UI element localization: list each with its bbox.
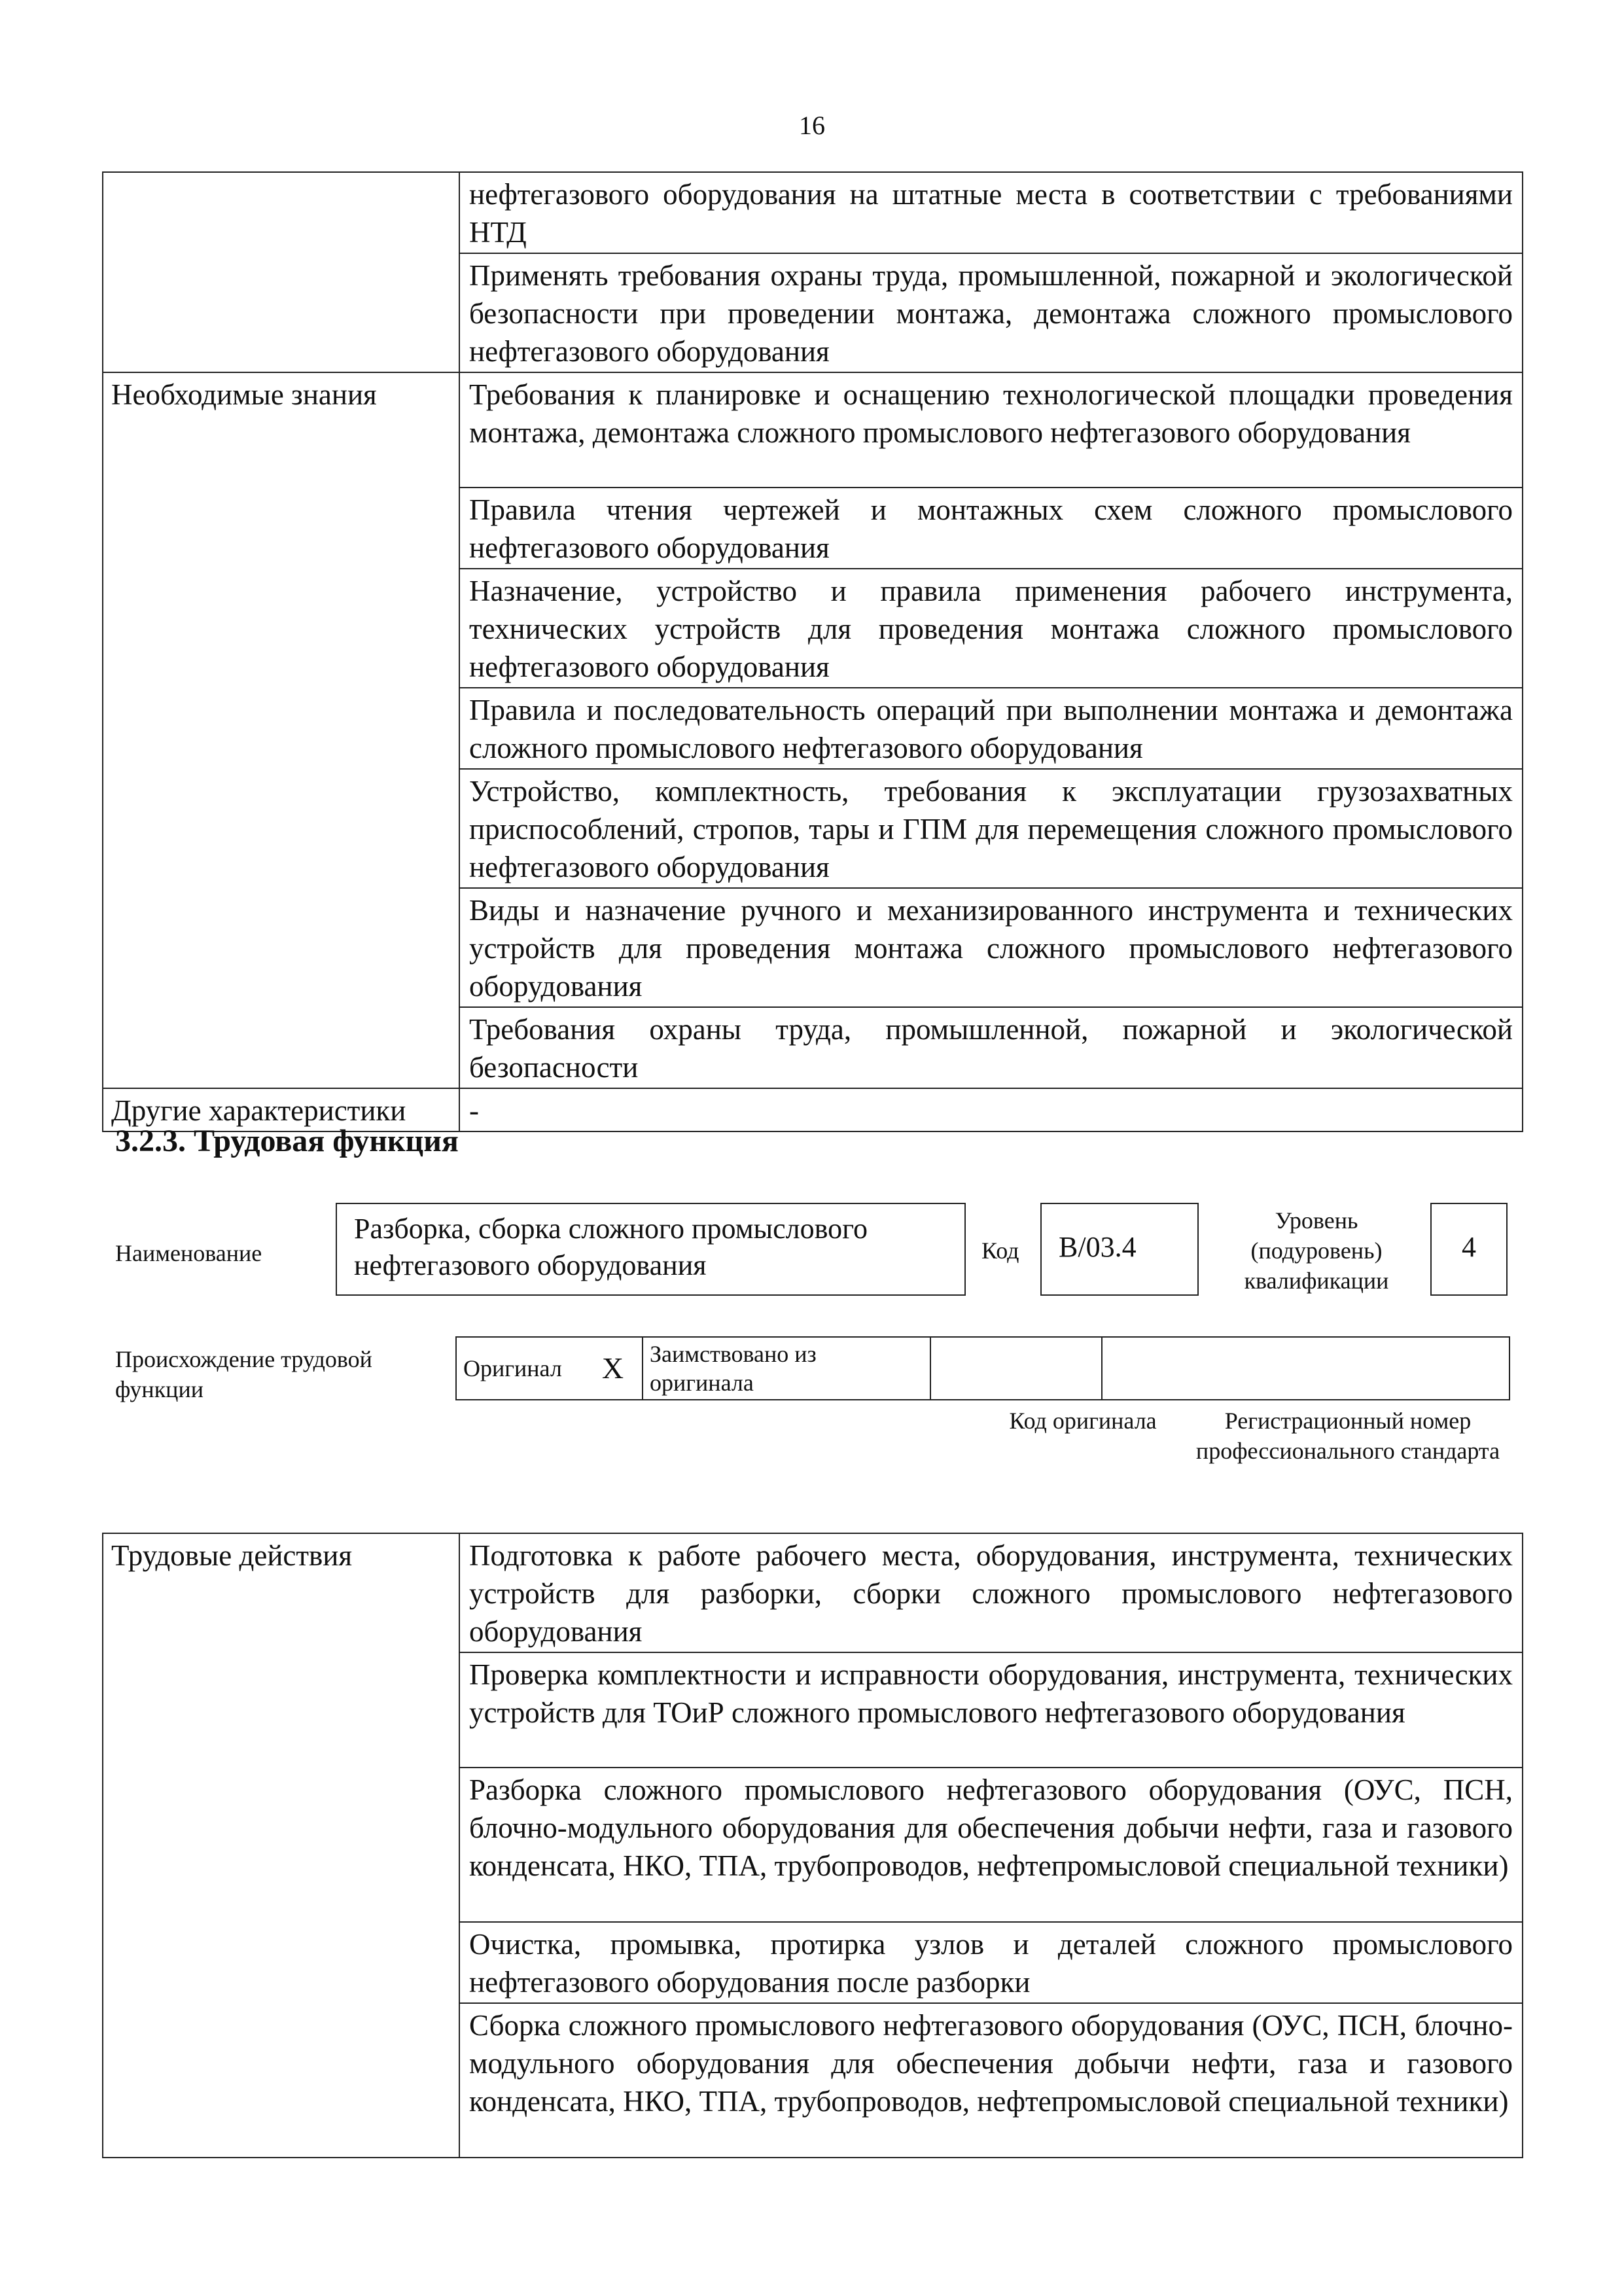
table-cell: Сборка сложного промыслового нефтегазового оборудования (ОУС, ПСН, блочно-модульного оборудования для обеспечения добычи нефти, газа и газового конденсата, НКО, ТПА, трубопроводов, нефтепромысловой специальной техники): [459, 2003, 1523, 2158]
row-label-labour-actions: Трудовые действия: [103, 1533, 459, 2158]
row-label-other-characteristics: Другие характеристики: [103, 1088, 459, 1131]
table-cell: Устройство, комплектность, требования к эксплуатации грузозахватных приспособлений, стропов, тары и ГПМ для перемещения сложного промыслового нефтегазового оборудования: [459, 769, 1523, 888]
borrowed-label: Заимствовано из оригинала: [643, 1337, 930, 1400]
code-caption: Код оригинала: [1009, 1408, 1157, 1434]
row-label: [103, 172, 459, 372]
origin-table: [455, 1336, 1510, 1400]
table-cell: Применять требования охраны труда, промышленной, пожарной и экологической безопасности при проведении монтажа, демонтажа сложного промыслового нефтегазового оборудования: [459, 253, 1523, 372]
original-code-cell: [930, 1337, 1102, 1400]
original-label: Оригинал: [456, 1337, 584, 1400]
table-cell: Разборка сложного промыслового нефтегазового оборудования (ОУС, ПСН, блочно-модульного оборудования для обеспечения добычи нефти, газа и газового конденсата, НКО, ТПА, трубопроводов, нефтепромысловой специальной техники): [459, 1768, 1523, 1922]
table-cell: Требования охраны труда, промышленной, пожарной и экологической безопасности: [459, 1007, 1523, 1088]
origin-label: Происхождение трудовой функции: [115, 1346, 372, 1402]
level-label: Уровень (подуровень) квалификации: [1244, 1207, 1389, 1294]
name-value: Разборка, сборка сложного промыслового нефтегазового оборудования: [354, 1213, 868, 1281]
code-value: B/03.4: [1059, 1231, 1137, 1263]
level-value-box: [1430, 1203, 1508, 1296]
row-label-required-knowledge: Необходимые знания: [103, 372, 459, 1088]
code-value-box: [1040, 1203, 1199, 1296]
section-heading: 3.2.3. Трудовая функция: [115, 1124, 459, 1158]
reg-caption: Регистрационный номер профессионального стандарта: [1195, 1408, 1500, 1464]
table-row: [103, 372, 1523, 488]
table-cell: Правила чтения чертежей и монтажных схем сложного промыслового нефтегазового оборудования: [459, 488, 1523, 569]
table-cell: нефтегазового оборудования на штатные места в соответствии с требованиями НТД: [459, 172, 1523, 253]
labour-actions-table: [102, 1533, 1523, 2158]
level-value: 4: [1462, 1231, 1476, 1263]
registration-number-cell: [1102, 1337, 1509, 1400]
table-cell: Требования к планировке и оснащению технологической площадки проведения монтажа, демонтажа сложного промыслового нефтегазового оборудования: [459, 372, 1523, 488]
table-cell: Назначение, устройство и правила применения рабочего инструмента, технических устройств для проведения монтажа сложного промыслового нефтегазового оборудования: [459, 569, 1523, 688]
table-cell: Очистка, промывка, протирка узлов и деталей сложного промыслового нефтегазового оборудования после разборки: [459, 1922, 1523, 2003]
table-row: [103, 172, 1523, 253]
code-label: Код: [981, 1237, 1019, 1264]
table-row: [456, 1337, 1509, 1400]
table-row: [103, 1533, 1523, 1652]
page-number: 16: [799, 111, 825, 140]
table-cell: Правила и последовательность операций при выполнении монтажа и демонтажа сложного промыслового нефтегазового оборудования: [459, 688, 1523, 769]
original-mark: X: [584, 1337, 643, 1400]
name-label: Наименование: [115, 1240, 262, 1266]
name-value-box: [336, 1203, 966, 1296]
table-cell: Виды и назначение ручного и механизированного инструмента и технических устройств для проведения монтажа сложного промыслового нефтегазового оборудования: [459, 888, 1523, 1007]
table-cell: Подготовка к работе рабочего места, оборудования, инструмента, технических устройств для разборки, сборки сложного промыслового нефтегазового оборудования: [459, 1533, 1523, 1652]
table-cell: -: [459, 1088, 1523, 1131]
skills-knowledge-table: [102, 171, 1523, 1132]
table-cell: Проверка комплектности и исправности оборудования, инструмента, технических устройств для ТОиР сложного промыслового нефтегазового оборудования: [459, 1652, 1523, 1768]
